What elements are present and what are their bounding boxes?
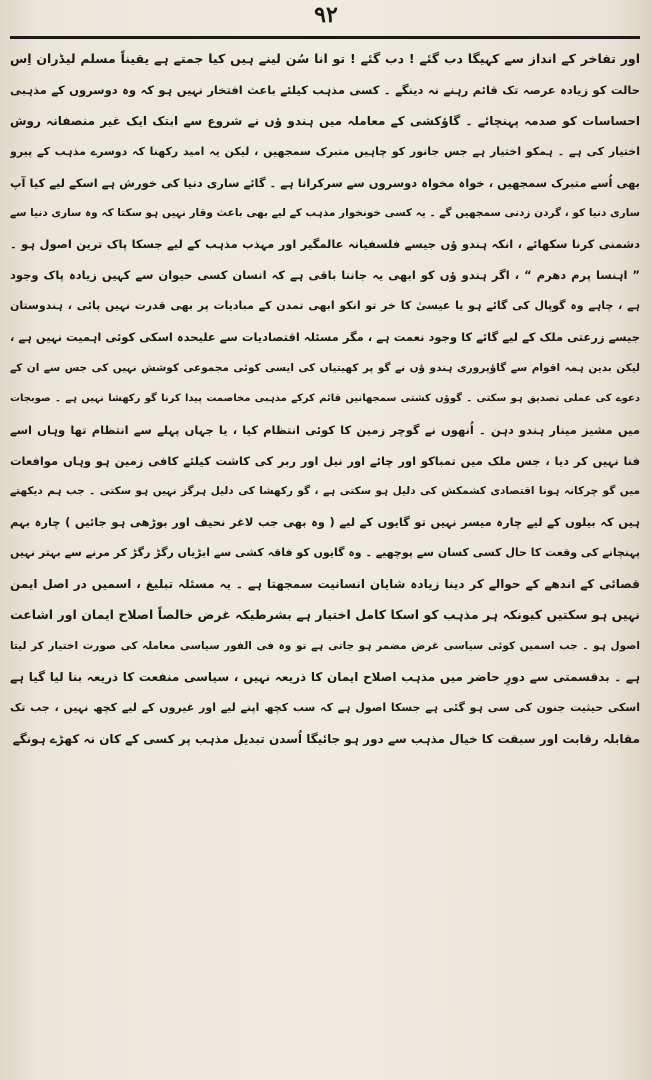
text-line: احساسات کو صدمہ پہنچائے ۔ گاؤکشی کے معاملہ میں ہندو ؤں نے شروع سے ابتک ایک غیر منصفانہ روش xyxy=(10,113,640,128)
text-line: ہیں کہ بیلوں کے لیے چارہ میسر نہیں تو گایوں کے لیے ( وہ بھی جب لاغر نحیف اور بوڑھی ہو جائیں ) چارہ بہم xyxy=(10,515,640,530)
text-line: حالت کو زیادہ عرصہ تک قائم رہنے نہ دینگے ۔ کسی مذہب کیلئے باعث افتخار نہیں ہو کہ وہ دوسروں کے مذہبی xyxy=(10,82,640,97)
text-line: ” اہنسا پرم دھرم “ ، اگر ہندو ؤں کو ابھی یہ جاننا باقی ہے کہ انسان کسی حیوان سے کہیں زیادہ پاک وجود xyxy=(10,268,640,283)
text-line: اصول ہو ۔ جب اسمیں کوئی سیاسی غرض مضمر ہو جاتی ہے تو وہ فی الفور سیاسی معاملہ کی صورت اختیار کر لیتا xyxy=(10,639,640,652)
text-line: اور تفاخر کے انداز سے کہیگا دب گئے ! دب گئے ! تو انا سُن لینے ہیں کیا جمتے ہے یقیناً مسلم لیڈران اِس xyxy=(10,51,640,66)
text-line: دشمنی کرنا سکھائے ، انکہ ہندو ؤں جیسے فلسفیانہ عالمگیر اور مہذب مذہب کے لیے جسکا پاک ترین اصول ہو ۔ xyxy=(10,237,640,252)
body-text xyxy=(10,44,640,754)
text-line: اختیار کی ہے ۔ ہمکو اختیار ہے جس جانور کو چاہیں متبرک سمجھیں ، لیکن یہ امید رکھنا کہ دوسرے مذہب کے پیرو xyxy=(10,144,640,158)
text-line: میں گو چرکانہ ہونا اقتصادی کشمکش کی دلیل ہو سکتی ہے ، گو رکھشا کی دلیل ہرگز نہیں ہو سکتی ۔ جب ہم دیکھتے xyxy=(10,485,640,498)
text-line: میں مشیز مینار ہندو دہن ۔ اُنھوں نے گوچر زمین کا کوئی انتظام کیا ، یا جہاں پہلے سے انتظام تھا وہاں اسے xyxy=(10,422,640,437)
header-rule xyxy=(10,36,640,39)
text-line: اسکی حیثیت جنون کی سی ہو گئی ہے جسکا اصول ہے کہ سب کچھ اپنے لیے اور غیروں کے لیے کچھ نہیں ، جب تک xyxy=(10,700,640,714)
text-line: ہے ، چاہے وہ گوپال کی گائے ہو یا عیسیٰ کا خر تو انکو ابھی تمدن کے مبادیات پر بھی قدرت نہیں پائی ، ہندوستان xyxy=(10,299,640,313)
text-line: نہیں ہو سکتیں کیونکہ ہر مذہب کو اسکا کامل اختیار ہے بشرطیکہ غرض خالصاً اصلاح ایمان اور اشاعت xyxy=(10,607,640,623)
text-line: قصائی کے اندھے کے حوالے کر دینا زیادہ شایان انسانیت سمجھتا ہے ۔ یہ مسئلہ تبلیغ ، اسمیں در اصل ایمن xyxy=(10,577,640,592)
text-line: بھی اُسے متبرک سمجھیں ، خواہ مخواہ دوسروں سے سرکرانا ہے ۔ گائے ساری دنیا کی خورش ہے اسکے لیے کیا آپ xyxy=(10,175,640,190)
text-line: ساری دنیا کو ، گردن زدنی سمجھیں گے ۔ یہ کسی خونخوار مذہب کے لیے بھی باعث وقار نہیں ہو سکتا کہ وہ ساری دنیا سے xyxy=(10,207,640,220)
text-line: پہنچانے کی وقعت کا حال کسی کسان سے پوچھیے ۔ وہ گایوں کو فاقہ کشی سے ایڑیاں رگڑ رگڑ کر مرنے سے بہتر نہیں xyxy=(10,546,640,560)
text-line: جیسے زرعتی ملک کے لیے گائے کا وجود نعمت ہے ، مگر مسئلہ اقتصادیات سے علیحدہ اسکی کوئی اہمیت نہیں ہے ، xyxy=(10,330,640,345)
text-line: فنا نہیں کر دیا ، جس ملک میں تمباکو اور چائے اور نیل اور ربر کی کاشت کیلئے کافی زمین ہو وہاں موافعات xyxy=(10,453,640,468)
text-line: ہے ۔ بدقسمتی سے دورِ حاضر میں مذہب اصلاح ایمان کا ذریعہ نہیں ، سیاسی منفعت کا ذریعہ بنا لیا گیا ہے xyxy=(10,669,640,684)
text-line: دعوے کی عملی تصدیق ہو سکتی ۔ گوؤں کشتی سمجھانیں قائم کرکے مذہبی مخاصمت پیدا کرنا گو رکھشا نہیں ہے ۔ صوبجات xyxy=(10,392,640,404)
text-line: مقابلہ رقابت اور سبقت کا خیال مذہب سے دور ہو جائیگا اُسدن تبدیل مذہب پر کسی کے کان نہ کھڑے ہونگے xyxy=(12,731,640,746)
page-number: ٩٢ xyxy=(314,2,338,28)
text-line: لیکن بدین ہمہ اقوام سے گاؤپروری ہندو ؤں نے گو پر کھیتیاں کی ایسی کوئی مجموعی کوشش نہیں کی جس سے ان کے xyxy=(10,361,640,374)
